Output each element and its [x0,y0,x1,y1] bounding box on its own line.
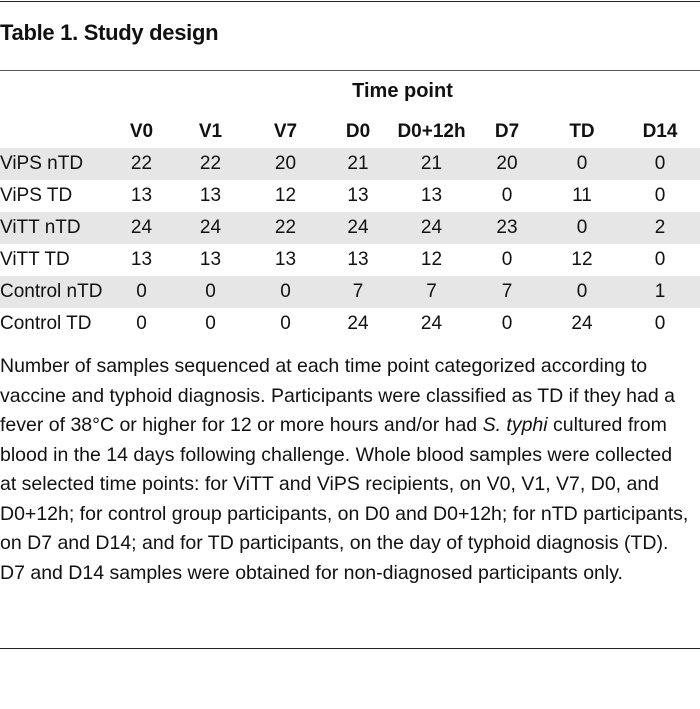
table-cell: 7 [323,276,393,308]
table-cell: 12 [420,249,443,270]
bottom-rule [0,648,700,649]
table-title: Table 1. Study design [0,20,219,45]
table-cell: 0 [620,148,700,180]
table-row [0,244,700,276]
table-cell: 24 [420,313,443,334]
table-cell: 0 [654,313,666,334]
row-label: ViTT TD [0,249,70,270]
table-cell: 22 [173,148,248,180]
table-cell: 24 [571,313,593,334]
table-cell: 13 [199,249,222,270]
footnote-text-part1: Number of samples sequenced at each time point categorized according to vaccine and typhoid diagnosis. Participants were classified as TD if they had a fever of 38°C or higher for 12 or more hours and/or had [0,355,675,436]
table-cell: 24 [393,212,470,244]
footnote-text-part2: cultured from blood in the 14 days following challenge. Whole blood samples were collected at selected time points: for ViTT and ViPS recipients, on V0, V1, V7, D0, and D0+12h; for control group participants, on D0 and D0+12h; for nTD participants, on D7 and D14; and for TD participants, on the day of typhoid diagnosis (TD). D7 and D14 samples were obtained for non-diagnosed participants only. [0,414,689,584]
table-cell: 13 [347,185,369,206]
table-cell: 24 [110,212,173,244]
table-cell: 24 [347,313,369,334]
table-cell: 24 [173,212,248,244]
column-header-td: TD [569,121,595,142]
table-cell: 13 [420,185,443,206]
table-cell: 0 [501,313,513,334]
table-footnote [0,352,690,588]
table-cell: 21 [393,148,470,180]
table-cell: 20 [470,148,544,180]
table-cell: 7 [470,276,544,308]
table-row [0,148,700,180]
table-cell: 7 [393,276,470,308]
column-header-v7: V7 [273,121,298,142]
column-header-row [0,116,700,148]
column-header-d0-12h: D0+12h [397,121,466,142]
table-cell: 13 [274,249,297,270]
table-row [0,276,700,308]
table-cell: 20 [248,148,323,180]
table-cell: 0 [544,276,620,308]
column-header-v0: V0 [129,121,154,142]
table-row [0,180,700,212]
study-design-table [0,116,700,340]
table-cell: 0 [544,148,620,180]
row-label: ViPS nTD [0,148,110,180]
top-rule [0,1,700,2]
header-rule [0,70,700,71]
row-label: ViPS TD [0,185,73,206]
table-cell: 13 [199,185,222,206]
column-header-v1: V1 [198,121,223,142]
table-cell: 0 [280,313,291,334]
column-header-d7: D7 [494,121,520,142]
table-row [0,212,700,244]
time-point-group-label: Time point [352,80,453,102]
table-cell: 24 [323,212,393,244]
footnote-organism-italic: S. typhi [482,414,548,436]
table-cell: 0 [110,276,173,308]
table-cell: 0 [248,276,323,308]
table-cell: 11 [572,185,592,206]
table-cell: 21 [323,148,393,180]
table-cell: 23 [470,212,544,244]
table-cell: 0 [654,249,666,270]
column-header-d14: D14 [642,121,678,142]
corner-cell [0,116,110,148]
table-cell: 0 [205,313,216,334]
table-cell: 1 [620,276,700,308]
table-cell: 12 [571,249,593,270]
table-cell: 2 [620,212,700,244]
table-cell: 13 [130,249,153,270]
table-cell: 0 [654,185,666,206]
table-cell: 0 [173,276,248,308]
row-label: Control TD [0,313,92,334]
table-cell: 0 [544,212,620,244]
table-cell: 0 [501,185,513,206]
column-header-d0: D0 [345,121,371,142]
table-cell: 22 [248,212,323,244]
row-label: Control nTD [0,276,110,308]
table-row [0,308,700,340]
table-cell: 0 [501,249,513,270]
table-cell: 12 [274,185,297,206]
row-label: ViTT nTD [0,212,110,244]
table-cell: 13 [347,249,369,270]
table-cell: 22 [110,148,173,180]
table-cell: 0 [136,313,147,334]
table-cell: 13 [130,185,153,206]
